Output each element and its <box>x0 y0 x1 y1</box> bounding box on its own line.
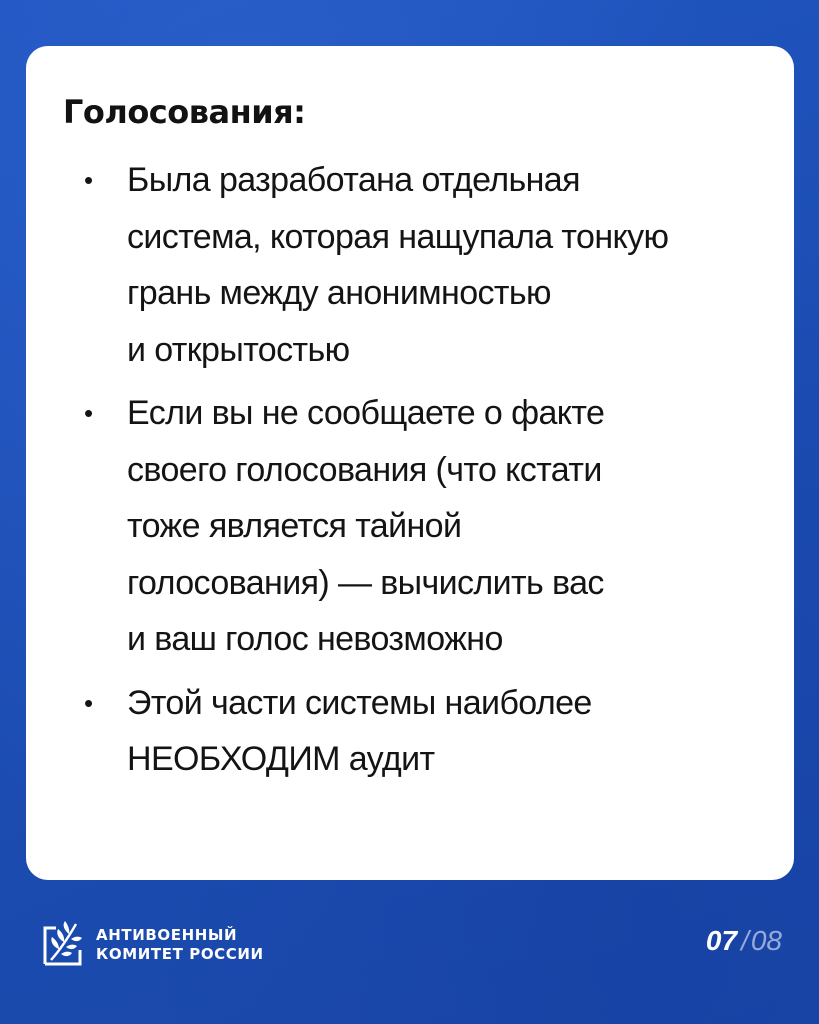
bullet-line: НЕОБХОДИМ аудит <box>127 740 435 778</box>
bullet-line: своего голосования (что кстати <box>127 450 602 489</box>
bullet-dot-icon: • <box>84 165 93 195</box>
bullet-dot-icon: • <box>84 687 93 718</box>
bullet-line: и открытостью <box>127 330 350 369</box>
organization-name-line: КОМИТЕТ РОССИИ <box>96 945 264 963</box>
footer <box>42 916 782 976</box>
bullet-line: тоже является тайной <box>127 507 462 545</box>
bullet-dot-icon: • <box>84 398 93 428</box>
total-pages: 08 <box>750 925 782 956</box>
bullet-line: Если вы не сообщаете о факте <box>127 394 605 432</box>
page-indicator <box>706 924 782 958</box>
organization-name-line: АНТИВОЕННЫЙ <box>96 926 238 944</box>
bullet-item <box>63 675 760 788</box>
bullet-line: и ваш голос невозможно <box>127 620 503 658</box>
bullet-line: Этой части системы наиболее <box>127 683 592 722</box>
bullet-list <box>63 152 760 788</box>
content-card <box>26 46 794 880</box>
page-separator: / <box>741 925 749 956</box>
bullet-line: грань между анонимностью <box>127 274 551 312</box>
bullet-line: голосования) — вычислить вас <box>127 563 604 602</box>
wheat-ear-icon <box>42 920 84 966</box>
slide-heading: Голосования: <box>63 93 306 131</box>
bullet-item <box>63 152 760 378</box>
current-page: 07 <box>705 925 738 956</box>
bullet-line: система, которая нащупала тонкую <box>127 217 669 256</box>
organization-name <box>96 926 264 964</box>
bullet-item <box>63 385 760 668</box>
bullet-line: Была разработана отдельная <box>127 161 580 199</box>
